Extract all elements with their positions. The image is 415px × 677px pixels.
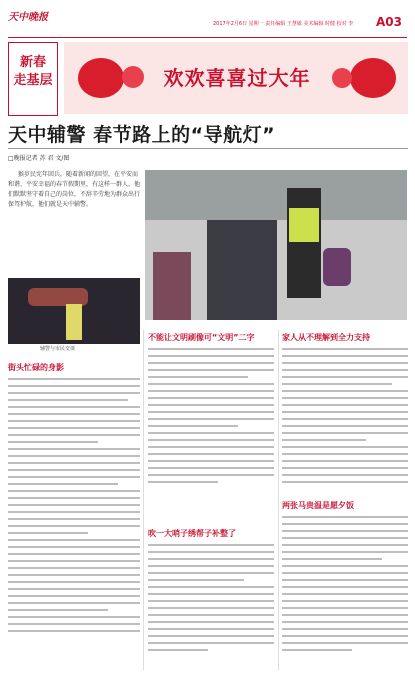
bags-image <box>323 248 351 286</box>
photo2-caption: 辅警与市民交谈 <box>40 346 76 352</box>
festive-banner <box>64 42 408 114</box>
section-title-4: 家人从不理解到全力支持 <box>282 333 370 342</box>
right-column-text-upper <box>282 348 408 488</box>
headline-rule <box>8 148 408 149</box>
traffic-officer-figure <box>287 188 321 298</box>
right-lantern-icon <box>350 58 396 98</box>
page-code: A03 <box>376 15 402 29</box>
banner-text: 欢欢喜喜过大年 <box>163 66 311 90</box>
masthead-rule <box>8 37 407 38</box>
section-title-1: 街头忙碌的身影 <box>8 363 64 372</box>
column-logo <box>8 42 58 116</box>
child-figure <box>153 252 191 320</box>
section-title-2: 不能让文明刷像可“文明”二字 <box>148 333 255 342</box>
left-lantern-small-icon <box>122 66 144 88</box>
newspaper-logo: 天中晚报 <box>8 12 48 23</box>
byline: □晚报记者 苏 君 文/图 <box>8 155 70 162</box>
article-headline: 天中辅警 春节路上的“导航灯” <box>8 124 276 146</box>
lead-text: 猴岁民宪年回兵，随着新闻的回望，在平安而和谐、平安幸福的春节假期里，有这样一群人，他们默默坚守着自己的岗位，不辞辛劳地为群众出行保驾护航，他们就是天中辅警。 <box>8 171 140 208</box>
column-logo-line1: 新春 <box>19 55 46 70</box>
column-logo-line2: 走基层 <box>13 73 53 88</box>
section-title-3: 吹一大哨子绣帮子补整了 <box>148 529 236 538</box>
middle-column-text-upper <box>148 348 274 488</box>
right-column-text-lower <box>282 516 408 656</box>
main-photo <box>145 170 407 320</box>
section-title-5: 两张马贵温是愿夕饭 <box>282 501 354 510</box>
middle-column-text-lower <box>148 544 274 656</box>
masthead <box>8 6 408 36</box>
left-column-text <box>8 378 140 637</box>
reflective-vest <box>289 208 319 242</box>
column-divider-1 <box>143 330 144 670</box>
scooter-rider-figure <box>207 220 277 320</box>
officer-figure-image <box>66 304 82 340</box>
right-lantern-small-icon <box>332 68 352 88</box>
lead-paragraph <box>8 170 140 272</box>
left-lantern-icon <box>78 58 124 98</box>
date-line: 2017年2月6日 星期一 责任编辑 王慧敏 美术编辑 时健 校对 李 <box>213 21 354 27</box>
column-divider-2 <box>278 330 279 670</box>
night-photo <box>8 278 140 344</box>
background-buildings-image <box>145 170 407 220</box>
